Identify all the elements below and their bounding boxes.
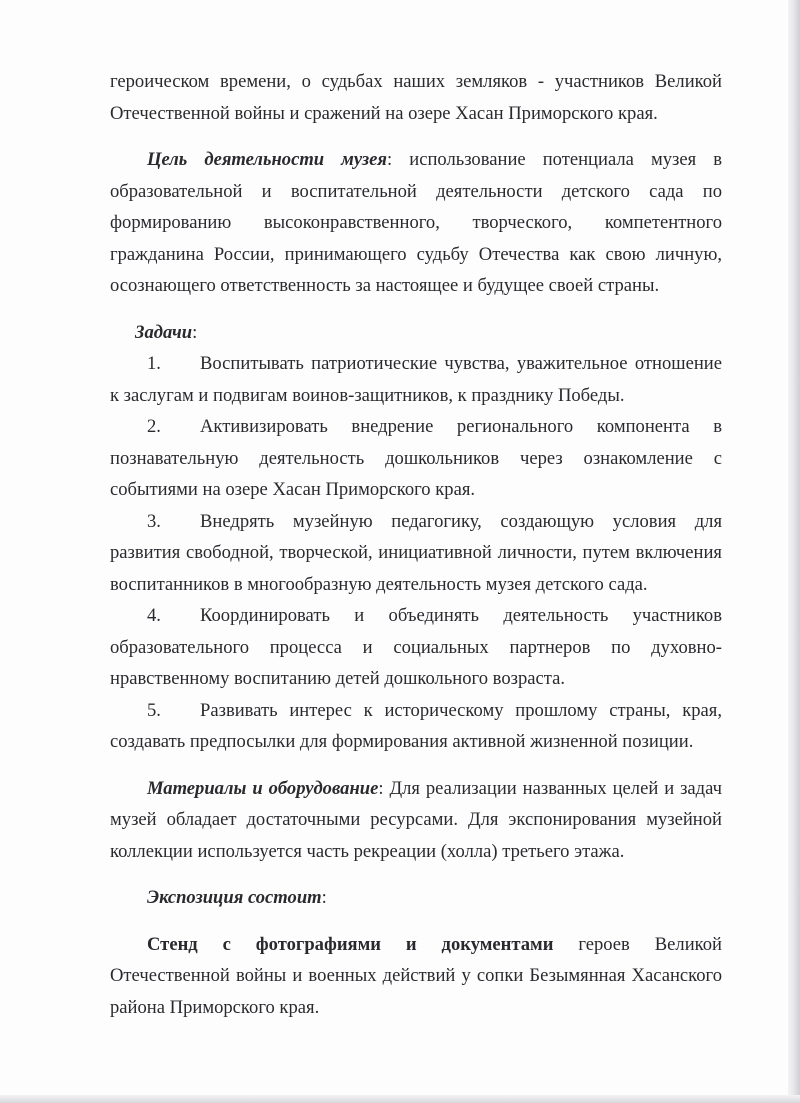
stand-paragraph <box>110 929 722 1024</box>
tasks-list <box>110 348 722 758</box>
goal-label: Цель деятельности музея <box>147 149 388 170</box>
task-text: Внедрять музейную педагогику, создающую условия для развития свободной, творческой, инициативной личности, путем включения воспитанников в многообразную деятельность музея детского сада. <box>110 510 722 595</box>
stand-text: героев Великой Отечественной войны и военных действий у сопки Безымянная Хасанского района Приморского края. <box>110 933 722 1018</box>
intro-paragraph: героическом времени, о судьбах наших земляков - участников Великой Отечественной войны и сражений на озере Хасан Приморского края. <box>110 71 722 124</box>
page-bottom-shadow <box>0 1095 800 1103</box>
task-text: Развивать интерес к историческому прошлому страны, края, создавать предпосылки для формирования активной жизненной позиции. <box>110 699 722 752</box>
materials-paragraph <box>110 773 722 868</box>
goal-text: использование потенциала музея в образовательной и воспитательной деятельности детского сада по формированию высоконравственного, творческого, компетентного гражданина России, принимающего судьбу Отечества как свою личную, осознающего ответственность за настоящее и будущее своей страны. <box>110 149 722 296</box>
task-item <box>110 411 722 506</box>
task-number: 4. <box>147 605 161 626</box>
document-body <box>110 66 722 1023</box>
tasks-colon: : <box>192 321 198 343</box>
materials-text: Для реализации названных целей и задач музей обладает достаточными ресурсами. Для экспонирования музейной коллекции используется часть рекреации (холла) третьего этажа. <box>110 777 722 862</box>
stand-label: Стенд с фотографиями и документами <box>147 933 554 955</box>
task-item <box>110 600 722 695</box>
goal-paragraph <box>110 144 722 302</box>
exposition-colon: : <box>321 887 327 908</box>
tasks-heading <box>110 317 722 349</box>
materials-label: Материалы и оборудование <box>147 777 379 799</box>
task-text: Активизировать внедрение регионального компонента в познавательную деятельность дошкольников через ознакомление с событиями на озере Хасан Приморского края. <box>110 416 722 500</box>
task-number: 3. <box>147 510 161 532</box>
page-edge-shadow <box>788 0 800 1103</box>
task-item <box>110 348 722 411</box>
task-text: Координировать и объединять деятельность участников образовательного процесса и социальных партнеров по духовно-нравственному воспитанию детей дошкольного возраста. <box>110 605 722 689</box>
task-number: 5. <box>147 699 161 721</box>
task-item <box>110 695 722 758</box>
task-number: 2. <box>147 416 161 437</box>
tasks-label: Задачи <box>135 321 193 343</box>
goal-colon: : <box>387 149 393 170</box>
task-number: 1. <box>147 353 161 374</box>
task-text: Воспитывать патриотические чувства, уважительное отношение к заслугам и подвигам воинов-защитников, к празднику Победы. <box>110 353 722 406</box>
exposition-label: Экспозиция состоит <box>147 887 322 908</box>
task-item <box>110 506 722 601</box>
exposition-heading <box>110 882 722 914</box>
materials-colon: : <box>378 777 384 799</box>
